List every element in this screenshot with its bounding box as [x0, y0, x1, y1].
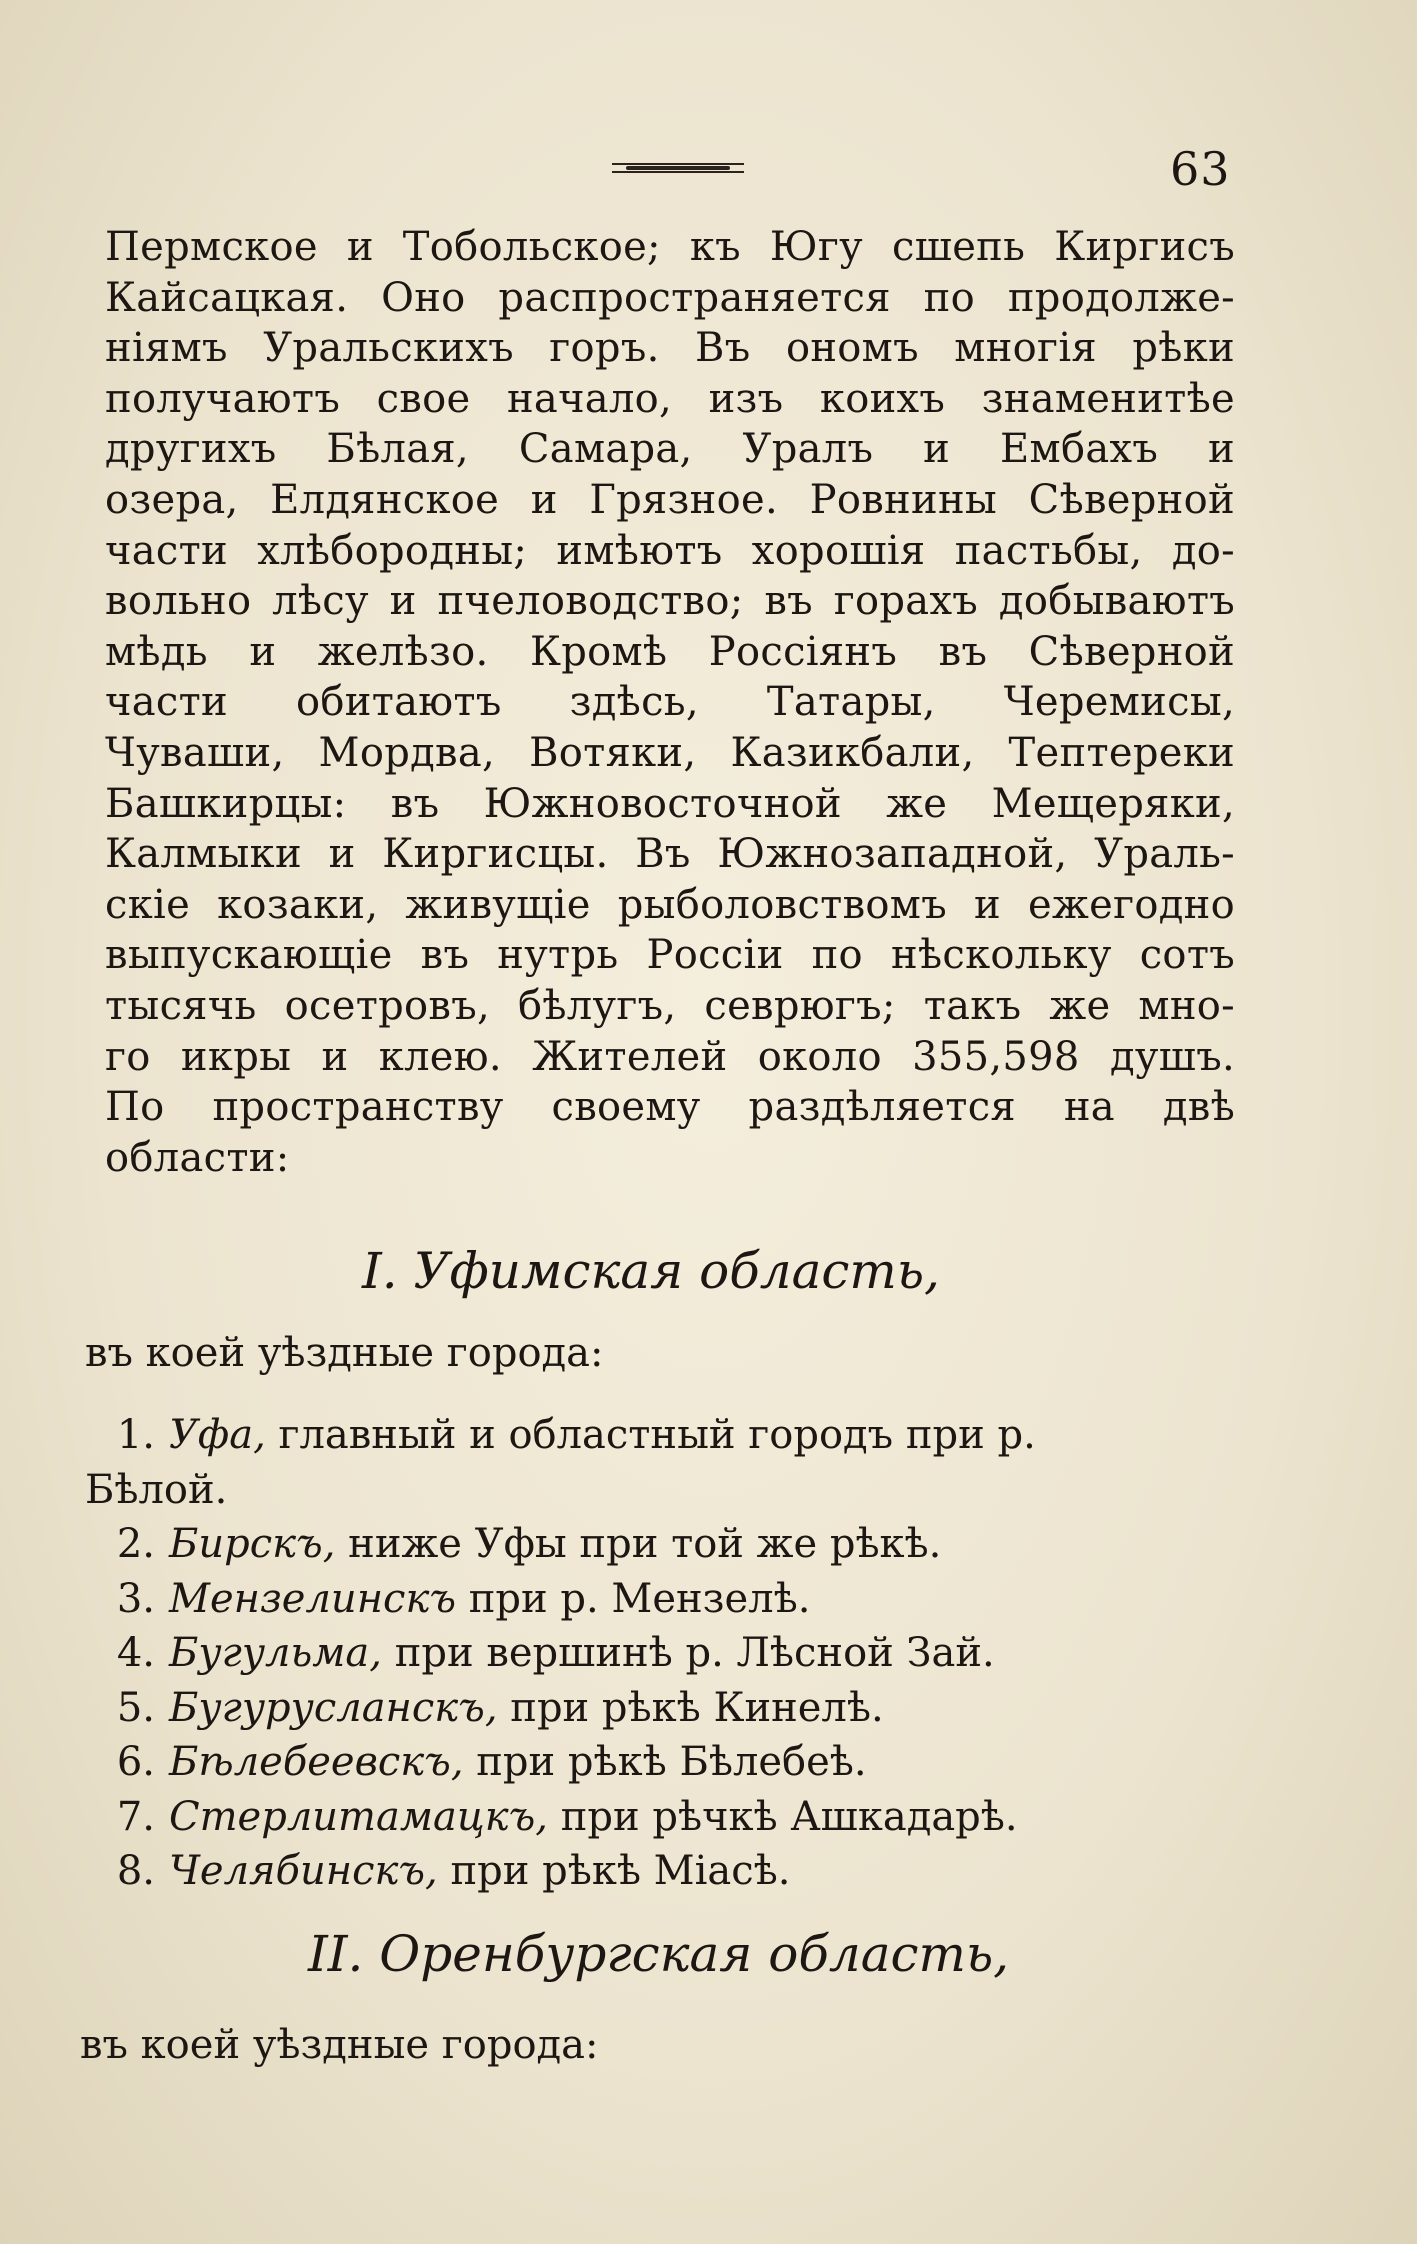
town-item [85, 1735, 1225, 1790]
town-item [85, 1844, 1225, 1899]
section-title-ufa: I. Уфимская область, [362, 1242, 940, 1300]
town-number: 3. [116, 1575, 155, 1622]
town-name: Бугурусланскъ, [169, 1684, 498, 1731]
town-description: при рѣчкѣ Ашкадарѣ. [548, 1793, 1018, 1840]
body-line: выпускающіе въ нутрь Россіи по нѣскольку сотъ [105, 932, 1235, 979]
town-name: Бѣлебеевскъ, [169, 1739, 464, 1785]
body-line: получаютъ свое начало, изъ коихъ знаменитѣе [105, 375, 1235, 422]
town-number: 8. [116, 1848, 155, 1894]
body-line: Калмыки и Киргисцы. Въ Южнозападной, Ураль- [105, 831, 1235, 878]
town-description: при рѣкѣ Кинелѣ. [497, 1684, 884, 1731]
body-line: другихъ Бѣлая, Самара, Уралъ и Ембахъ и [105, 426, 1235, 473]
body-line: части хлѣбородны; имѣютъ хорошія пастьбы, до- [105, 527, 1235, 574]
body-line: Чуваши, Мордва, Вотяки, Казикбали, Тептереки [105, 729, 1235, 776]
town-number: 5. [116, 1684, 155, 1731]
town-item [85, 1790, 1225, 1845]
body-line: Пермское и Тобольское; къ Югу сшепь Киргисъ [105, 224, 1235, 270]
section-intro-orenburg: въ коей уѣздные города: [80, 2022, 599, 2068]
town-description: при вершинѣ р. Лѣсной Зай. [382, 1630, 995, 1676]
town-name: Челябинскъ, [169, 1848, 438, 1894]
town-item [85, 1572, 1225, 1627]
body-line: По пространству своему раздѣляется на двѣ [105, 1084, 1235, 1131]
section-intro-ufa: въ коей уѣздные города: [85, 1330, 604, 1376]
town-item [85, 1408, 1225, 1463]
town-name: Бирскъ, [169, 1521, 336, 1567]
town-name: Стерлитамацкъ, [169, 1793, 549, 1840]
body-line: мѣдь и желѣзо. Кромѣ Россіянъ въ Сѣверной [105, 628, 1235, 675]
body-line: ніямъ Уральскихъ горъ. Въ ономъ многія рѣки [105, 325, 1235, 372]
town-description: при рѣкѣ Міасѣ. [437, 1848, 791, 1894]
body-line: части обитаютъ здѣсь, Татары, Черемисы, [105, 679, 1235, 726]
body-line: скіе козаки, живущіе рыболовствомъ и ежегодно [105, 881, 1235, 928]
town-name: Уфа, [169, 1412, 266, 1458]
body-line: вольно лѣсу и пчеловодство; въ горахъ добываютъ [105, 578, 1235, 625]
town-number: 6. [116, 1739, 155, 1785]
body-line: Кайсацкая. Оно распространяется по продолже- [105, 274, 1235, 321]
town-description: при р. Мензелѣ. [456, 1575, 811, 1622]
town-description: при рѣкѣ Бѣлебеѣ. [463, 1739, 867, 1785]
town-item [85, 1681, 1225, 1736]
town-description: Бѣлой. [85, 1466, 228, 1513]
section-title-orenburg: II. Оренбургская область, [308, 1925, 1010, 1983]
town-number: 7. [116, 1793, 155, 1840]
town-item [85, 1626, 1225, 1681]
town-name: Бугульма, [169, 1630, 382, 1676]
body-line: Башкирцы: въ Южновосточной же Мещеряки, [105, 780, 1235, 827]
town-list-ufa [85, 1408, 1225, 1899]
body-line: тысячь осетровъ, бѣлугъ, севрюгъ; такъ же мно- [105, 982, 1235, 1029]
town-description: главный и областный городъ при р. [265, 1412, 1036, 1458]
body-line: озера, Елдянское и Грязное. Ровнины Сѣверной [105, 476, 1235, 523]
town-item [85, 1517, 1225, 1572]
town-description: ниже Уфы при той же рѣкѣ. [335, 1521, 942, 1567]
town-item-continuation [85, 1463, 1225, 1518]
header-ornament-rule [612, 163, 744, 173]
body-paragraph [105, 222, 1235, 1183]
town-number: 2. [116, 1521, 155, 1567]
page-number: 63 [1170, 142, 1231, 196]
town-number: 1. [116, 1412, 155, 1458]
town-name: Мензелинскъ [169, 1575, 456, 1622]
town-number: 4. [116, 1630, 155, 1676]
body-line: области: [105, 1134, 290, 1181]
body-line: го икры и клею. Жителей около 355,598 душъ. [105, 1033, 1235, 1080]
